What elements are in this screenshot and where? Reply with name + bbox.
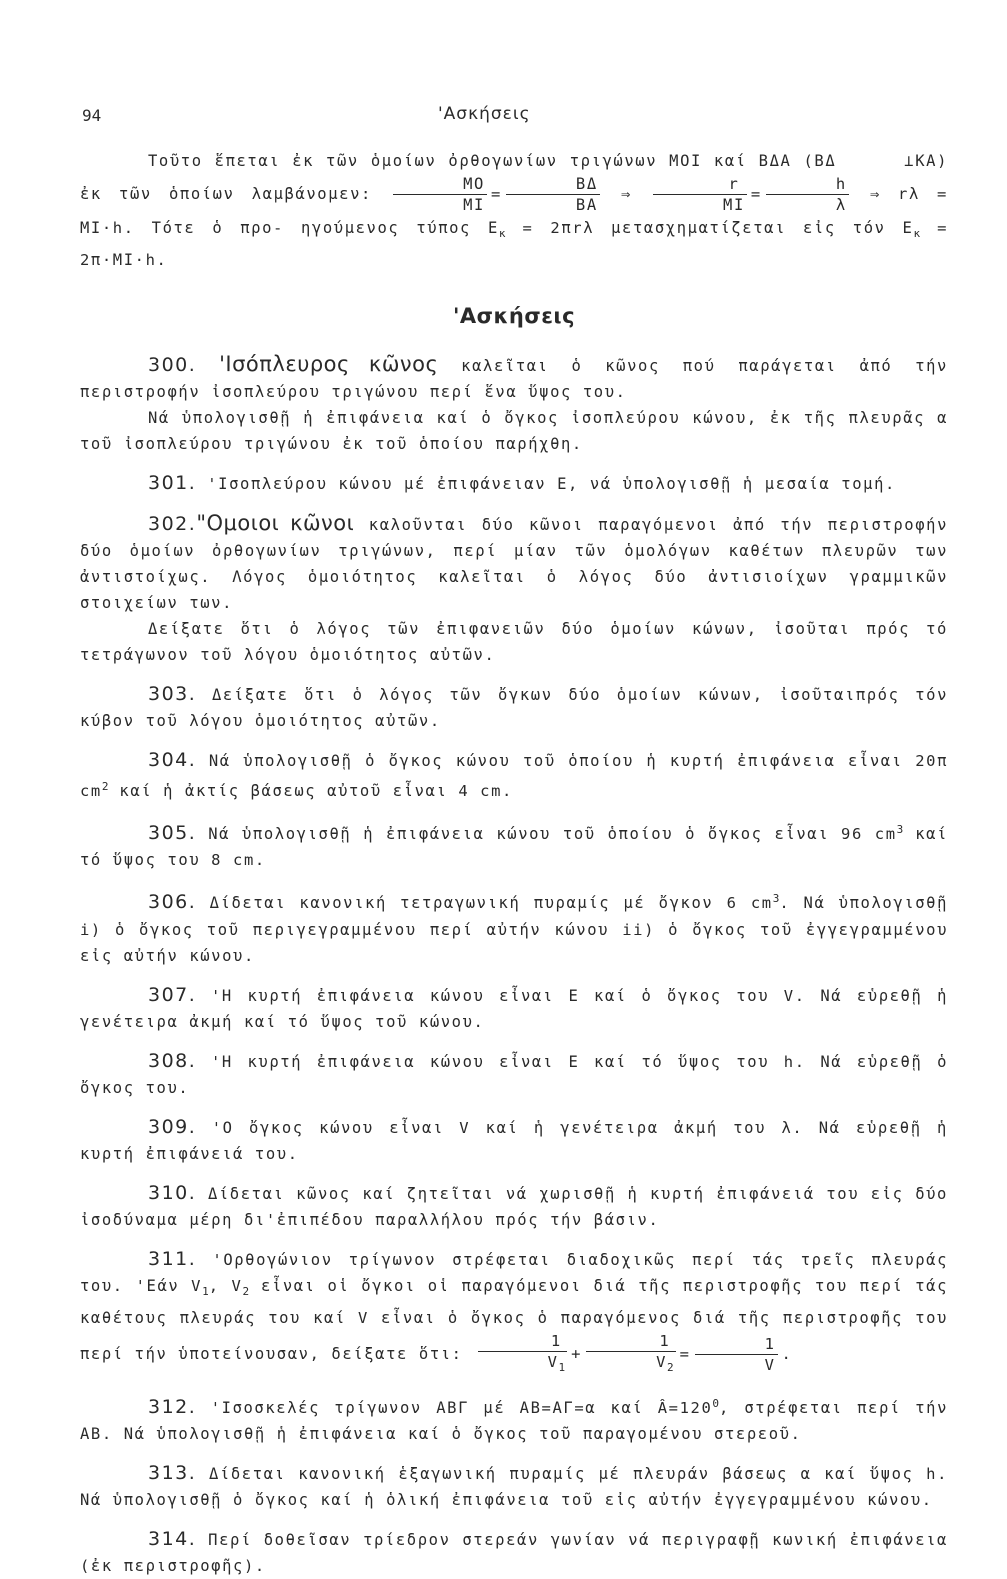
exercise-text: Δείξατε ὅτι ὁ λόγος τῶν ἐπιφανειῶν δύο ὁμοίων κώνων, ἰσοῦται πρός τό τετράγωνον τοῦ λόγου ὁμοιότητος αὐτῶν. [80, 620, 948, 665]
intro-paragraph [80, 148, 948, 273]
exercise-300-part2 [80, 405, 948, 457]
fraction-bd-ba: $\frac{B\Delta}{BA}$ [506, 174, 600, 215]
exercise-300 [80, 351, 948, 405]
exercise-number: 306. [148, 891, 197, 914]
fraction-h-lambda: $\frac{h}{\lambda}$ [766, 174, 849, 215]
exercise-number: 312. [148, 1395, 197, 1418]
intro-line3-mid: = 2πrλ μετασχηματίζεται εἰς τόν Ε [505, 219, 914, 237]
exercise-311 [80, 1246, 948, 1378]
exercise-text: 'Ο ὄγκος κώνου εἶναι V καί ἡ γενέτειρα ἀκμή του λ. Νά εὑρεθῇ ἡ κυρτή ἐπιφάνειά του. [80, 1118, 948, 1163]
exercise-text: . Νά ὑπολογισθῇ i) ὁ ὄγκος τοῦ περιγεγραμμένου περί αὐτήν κώνου ii) ὁ ὄγκος τοῦ ἐγγεγραμμένου εἰς αὐτήν κώνου. [80, 894, 948, 965]
defined-term: 'Ισόπλευρος κῶνος [219, 352, 439, 377]
exercise-number: 311. [148, 1247, 197, 1270]
superscript: 3 [896, 823, 904, 837]
exercise-302-part2 [80, 616, 948, 668]
page-body [80, 148, 948, 1579]
fraction-r-mi: $\frac{r}{MI}$ [653, 174, 747, 215]
subscript-k: κ [913, 227, 921, 241]
fraction-1-v1: $\frac{1}{V_1}$ [478, 1331, 568, 1378]
exercise-308 [80, 1048, 948, 1101]
exercise-text: 'Ισοπλεύρου κώνου μέ ἐπιφάνειαν Ε, νά ὑπολογισθῇ ἡ μεσαία τομή. [207, 475, 896, 494]
exercise-number: 313. [148, 1461, 197, 1484]
defined-term: "Ομοιοι κῶνοι [196, 511, 355, 536]
fraction-1-v: $\frac{1}{V}$ [695, 1334, 778, 1375]
exercise-302 [80, 510, 948, 616]
superscript: 2 [101, 780, 109, 794]
intro-line3: ηγούμενος τύπος Ε [300, 219, 499, 237]
plus-sign: + [571, 1344, 583, 1363]
equals-sign: = [679, 1344, 691, 1363]
exercise-number: 302. [148, 513, 197, 536]
exercise-313 [80, 1460, 948, 1513]
exercise-text: Νά ὑπολογισθῇ ὁ ὄγκος κώνου τοῦ ὁποίου ἡ κυρτή ἐπιφάνεια εἶναι 20π cm [80, 752, 949, 801]
implies-arrow: ⇒ [869, 185, 881, 203]
superscript: 0 [712, 1396, 720, 1410]
exercise-text: Περί δοθεῖσαν τρίεδρον στερεάν γωνίαν νά περιγραφῇ κωνική ἐπιφάνεια (ἐκ περιστροφῆς). [80, 1530, 948, 1575]
period: . [781, 1344, 793, 1363]
intro-line2-start: ἐκ τῶν ὁποίων λαμβάνομεν: [80, 185, 372, 203]
exercise-310 [80, 1180, 948, 1233]
exercise-text: , V [208, 1276, 243, 1295]
exercise-text: καί τό ὕψος του 8 cm. [80, 825, 948, 870]
exercise-text: Δίδεται κῶνος καί ζητεῖται νά χωρισθῇ ἡ κυρτή ἐπιφάνειά του εἰς δύο ἰσοδύναμα μέρη δι'ἐπιπέδου παραλλήλου πρός τήν βάσιν. [80, 1184, 948, 1229]
exercise-number: 310. [148, 1181, 197, 1204]
exercise-text: 'Η κυρτή ἐπιφάνεια κώνου εἶναι Ε καί ὁ ὄγκος του V. Νά εὑρεθῇ ἡ γενέτειρα ἀκμή καί τό ὕψος τοῦ κώνου. [80, 986, 948, 1031]
exercise-number: 300. [148, 354, 197, 377]
exercise-307 [80, 982, 948, 1035]
exercise-number: 305. [148, 822, 197, 845]
exercise-number: 307. [148, 983, 197, 1006]
exercise-312 [80, 1391, 948, 1447]
intro-line2-end: rλ = ΜΙ·h. Τότε ὁ προ- [80, 185, 948, 237]
exercise-305 [80, 817, 948, 873]
exercise-text: Δίδεται κανονική ἑξαγωνική πυραμίς μέ πλευράν βάσεως α καί ὕψος h. Νά ὑπολογισθῇ ὁ ὄγκος καί ἡ ὁλική ἐπιφάνεια τοῦ εἰς αὐτήν ἐγγεγραμμένου κώνου. [80, 1464, 948, 1509]
exercise-309 [80, 1114, 948, 1167]
exercise-text: , στρέφεται περί τήν ΑΒ. Νά ὑπολογισθῇ ἡ ἐπιφάνεια καί ὁ ὄγκος τοῦ παραγομένου στερεοῦ. [80, 1398, 949, 1443]
exercise-306 [80, 886, 948, 968]
superscript: 3 [772, 892, 780, 906]
subscript: 1 [202, 1284, 209, 1298]
fraction-mo-mi: $\frac{MO}{MI}$ [393, 174, 487, 215]
exercise-text: Δίδεται κανονική τετραγωνική πυραμίς μέ ὄγκον 6 cm [209, 894, 773, 913]
exercise-text: καί ἡ ἀκτίς βάσεως αὐτοῦ εἶναι 4 cm. [108, 782, 513, 801]
intro-line1: Τοῦτο ἕπεται ἐκ τῶν ὁμοίων ὀρθογωνίων τριγώνων ΜΟΙ καί ΒΔΑ (ΒΔ [148, 152, 837, 170]
equals-sign: = [750, 185, 762, 203]
exercise-303 [80, 681, 948, 734]
exercise-number: 304. [148, 749, 197, 772]
intro-line1-end: ΚΑ) [915, 152, 948, 170]
subscript-k: κ [498, 227, 506, 241]
exercise-text: Δείξατε ὅτι ὁ λόγος τῶν ὄγκων δύο ὁμοίων κώνων, ἰσοῦταιπρός τόν κύβον τοῦ λόγου ὁμοιότητος αὐτῶν. [80, 686, 949, 731]
exercise-304 [80, 747, 948, 804]
subscript: 2 [242, 1284, 250, 1298]
section-heading: 'Ασκήσεις [452, 304, 576, 329]
exercise-text: καλεῖται ὁ κῶνος πού παράγεται ἀπό τήν περιστροφήν ἰσοπλεύρου τριγώνου περί ἕνα ὕψος του. [80, 357, 948, 402]
intro-line3-end: = 2π·ΜΙ·h. [80, 219, 949, 270]
implies-arrow: ⇒ [620, 185, 632, 203]
exercise-number: 303. [148, 683, 197, 706]
exercise-text: εἶναι οἱ ὄγκοι οἱ παραγόμενοι διά τῆς περιστροφῆς του περί τάς καθέτους πλευράς του καί V εἶναι ὁ ὄγκος ὁ παραγόμενος διά τῆς περιστροφῆς του περί τήν ὑποτείνουσαν, δείξατε ὅτι: [80, 1276, 949, 1363]
running-title: 'Ασκήσεις [438, 104, 531, 124]
exercise-number: 301. [148, 472, 197, 495]
exercise-text: Νά ὑπολογισθῇ ἡ ἐπιφάνεια κώνου τοῦ ὁποίου ὁ ὄγκος εἶναι 96 cm [208, 825, 897, 844]
exercise-text: Νά ὑπολογισθῇ ἡ ἐπιφάνεια καί ὁ ὄγκος ἰσοπλεύρου κώνου, ἐκ τῆς πλευρᾶς α τοῦ ἰσοπλεύρου τριγώνου ἐκ τοῦ ὁποίου παρήχθη. [80, 409, 948, 454]
exercise-314 [80, 1526, 948, 1579]
exercise-301 [80, 470, 948, 497]
exercise-text: καλοῦνται δύο κῶνοι παραγόμενοι ἀπό τήν περιστροφήν δύο ὁμοίων ὀρθογωνίων τριγώνων, περί μίαν τῶν ὁμολόγων καθέτων πλευρῶν των ἀντιστοίχως. Λόγος ὁμοιότητος καλεῖται ὁ λόγος δύο ἀντισιοίχων γραμμικῶν στοιχείων των. [80, 516, 949, 613]
exercise-number: 309. [148, 1115, 197, 1138]
page-number: 94 [82, 106, 102, 125]
fraction-1-v2: $\frac{1}{V_2}$ [586, 1331, 676, 1378]
exercise-text: 'Ισοσκελές τρίγωνον ΑΒΓ μέ ΑΒ=ΑΓ=α καί Â=120 [210, 1398, 713, 1417]
exercise-text: 'Ορθογώνιον τρίγωνον στρέφεται διαδοχικῶς περί τάς τρεῖς πλευράς του. 'Εάν V [80, 1250, 948, 1295]
equals-sign: = [490, 185, 502, 203]
exercise-text: 'Η κυρτή ἐπιφάνεια κώνου εἶναι Ε καί τό ὕψος του h. Νά εὑρεθῇ ὁ ὄγκος του. [80, 1052, 948, 1097]
exercise-number: 314. [148, 1527, 197, 1550]
perpendicular-symbol: ⊥ [904, 152, 916, 170]
exercise-number: 308. [148, 1049, 197, 1072]
